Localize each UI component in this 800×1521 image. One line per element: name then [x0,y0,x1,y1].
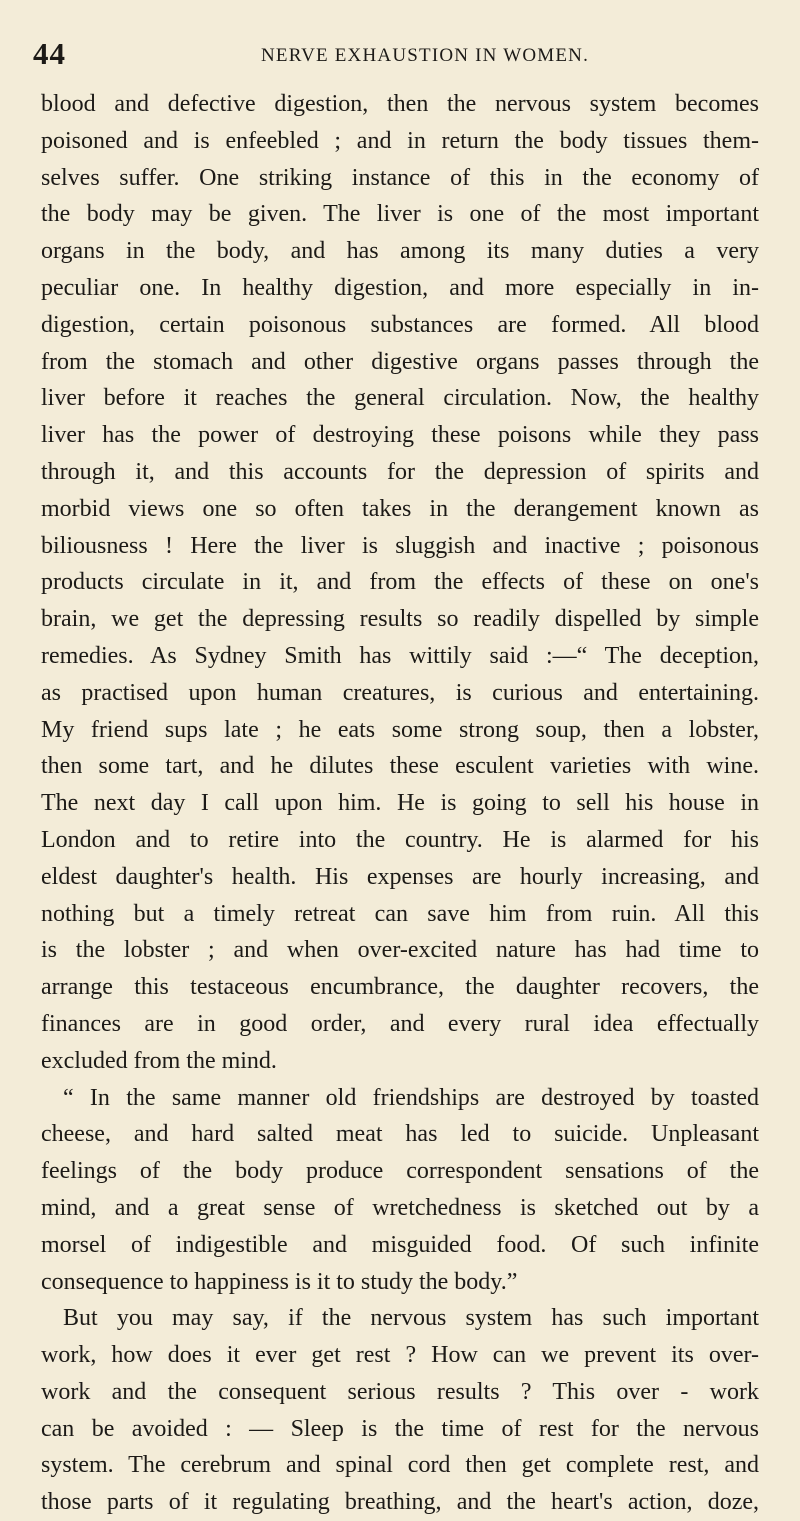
text-line: excluded from the mind. [41,1047,277,1074]
text-line: selves suffer. One striking instance of this in the economy of [41,164,759,191]
text-line: as practised upon human creatures, is curious and entertaining. [41,679,759,706]
text-line: can be avoided : — Sleep is the time of rest for the nervous [41,1415,759,1442]
text-line: then some tart, and he dilutes these esculent varieties with wine. [41,753,759,780]
text-line: poisoned and is enfeebled ; and in return the body tissues them- [41,127,759,154]
text-line: liver before it reaches the general circulation. Now, the healthy [41,385,759,412]
text-line: remedies. As Sydney Smith has wittily said :—“ The deception, [41,642,759,669]
text-line: system. The cerebrum and spinal cord then get complete rest, and [41,1452,759,1479]
text-line: the body may be given. The liver is one of the most important [41,201,759,228]
text-line: consequence to happiness is it to study the body.” [41,1268,518,1295]
text-line: products circulate in it, and from the effects of these on one's [41,569,759,596]
body-text [41,86,759,1521]
text-line: biliousness ! Here the liver is sluggish and inactive ; poisonous [41,532,759,559]
text-line: peculiar one. In healthy digestion, and more especially in in- [41,274,759,301]
text-line: brain, we get the depressing results so readily dispelled by simple [41,606,759,633]
text-line: from the stomach and other digestive organs passes through the [41,348,759,375]
text-line: nothing but a timely retreat can save him from ruin. All this [41,900,759,927]
text-line: London and to retire into the country. He is alarmed for his [41,826,759,853]
text-line: eldest daughter's health. His expenses are hourly increasing, and [41,863,759,890]
text-line: through it, and this accounts for the depression of spirits and [41,458,759,485]
text-line: work, how does it ever get rest ? How can we prevent its over- [41,1342,759,1369]
running-title: NERVE EXHAUSTION IN WOMEN. [261,45,590,66]
text-line: liver has the power of destroying these poisons while they pass [41,422,759,449]
text-line: mind, and a great sense of wretchedness is sketched out by a [41,1194,759,1221]
text-line: morsel of indigestible and misguided food. Of such infinite [41,1231,759,1258]
text-line: blood and defective digestion, then the nervous system becomes [41,91,759,117]
text-line: those parts of it regulating breathing, and the heart's action, doze, [41,1489,759,1516]
text-line: digestion, certain poisonous substances are formed. All blood [41,311,759,338]
text-line: morbid views one so often takes in the derangement known as [41,495,759,522]
page-header [33,36,783,72]
text-line: “ In the same manner old friendships are destroyed by toasted [63,1084,759,1111]
text-line: feelings of the body produce correspondent sensations of the [41,1158,759,1185]
text-line: organs in the body, and has among its many duties a very [41,238,759,265]
text-line: work and the consequent serious results ? This over - work [41,1378,759,1405]
text-line: But you may say, if the nervous system has such important [63,1305,759,1332]
text-line: My friend sups late ; he eats some strong soup, then a lobster, [41,716,759,743]
text-line: finances are in good order, and every rural idea effectually [41,1010,759,1037]
text-line: The next day I call upon him. He is going to sell his house in [41,790,759,817]
text-line: cheese, and hard salted meat has led to suicide. Unpleasant [41,1121,759,1148]
text-line: arrange this testaceous encumbrance, the daughter recovers, the [41,974,759,1001]
text-line: is the lobster ; and when over-excited nature has had time to [41,937,759,964]
page-number: 44 [33,36,66,71]
